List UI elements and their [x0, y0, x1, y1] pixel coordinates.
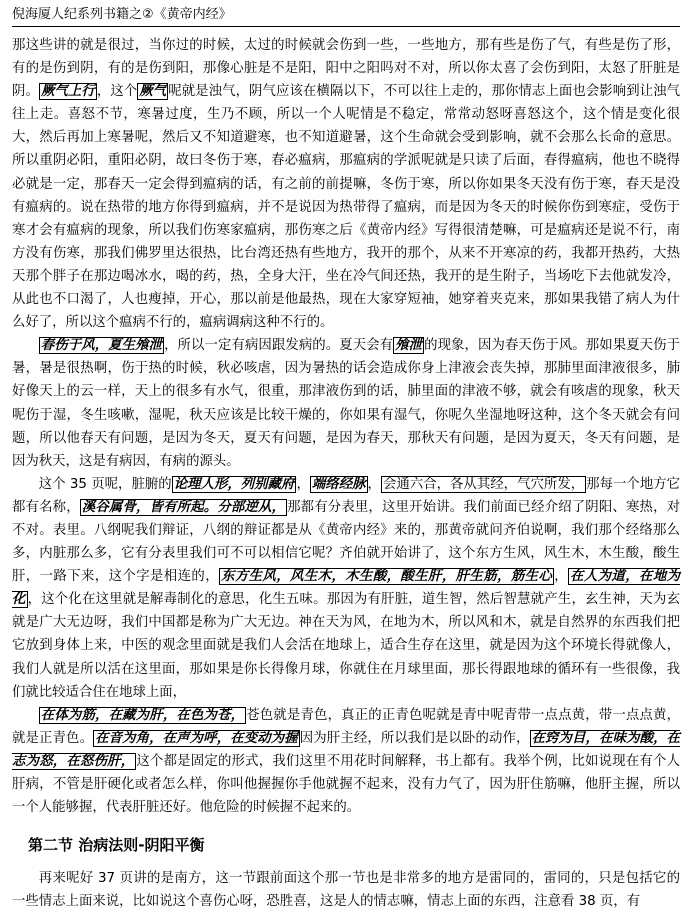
text-run: ，所以一定有病因跟发病的。夏天会有: [164, 338, 394, 354]
highlight-quote: 论理人形，列别藏府: [173, 476, 295, 492]
text-run: 这个 35 页呢，脏腑的: [38, 476, 172, 492]
highlight-quote: 厥气: [139, 84, 167, 100]
text-run: ，这个: [96, 84, 138, 100]
paragraph-2: [12, 334, 680, 473]
paragraph-4: [12, 704, 680, 819]
text-run: ，这个化在这里就是解毒制化的意思，化生五味。那因为有肝脏，道生智，然后智慧就产生，玄生神，天为玄就是广大无边呀，我们中国都是称为广大无边。神在天为风，在地为木，所以风和木，就是自然界的东西我们把它放到身体上来，中医的观念里面就是我们人会活在地球上，适合生存在这里，就是因为这个环境长得就像人，我们人就是所以活在这里面，那如果是你长得像月球，你就住在月球里面，那长得跟地球的循环有一些很像，我们就比较适合住在地球上面，: [12, 592, 681, 700]
highlight-quote: 在体为筋，在藏为肝，在色为苍，: [40, 707, 245, 723]
paragraph-1: [12, 34, 680, 334]
text-run: 呢就是浊气，阴气应该在横隔以下，不可以往上走的，那你情志上面也会影响到让浊气往上走。喜怒不节，寒暑过度，生乃不顾，所以一个人呢情是不稳定，常常动怒呀喜怒这个，这个情是变化很大，然后再加上寒暑呢，然后又不知道避寒，也不知道避暑，这个生命就会受到影响，就不会那么长命的意思。所以重阴必阳，重阳必阴，故曰冬伤于寒，春必瘟病，那瘟病的学派呢就是只读了后面，春得瘟病，他也不晓得必就是一定，那春天一定会得到瘟病的话，有之前的前提嘛，冬伤于寒，所以你如果冬天没有伤于寒，春天是没有瘟病的。说在热带的地方你得到瘟病，并不是说因为热带得了瘟病，而是因为冬天的时候你伤到寒症，受伤于寒才会有瘟病的现象，所以我们伤寒家瘟病，那伤寒之后《黄帝内经》写得很清楚嘛，可是瘟病还是说不行，南方没有伤寒，那我们佛罗里达很热，比台湾还热有些地方，我开的那个，从来不开寒凉的药，我都开热药，大热天那个胖子在那边喝冰水，喝的药，热，全身大汗，坐在冷气间还热，我开的是生附子，当场吃下去他就发冷，从此也不口渴了，人也瘦掉，开心，那以前是他最热，现在大家穿短袖，她穿着夹克来，那如果我错了病人为什么好了，所以这个瘟病不行的，瘟病调病这种不行的。: [12, 84, 681, 331]
paragraph-5: [12, 867, 680, 913]
header-title: 倪海厦人纪系列书籍之②《黄帝内经》: [12, 7, 232, 22]
highlight-quote: 在窍为目，在味为酸，在志为怒，在怒伤肝，: [12, 730, 681, 769]
document-body: [12, 34, 680, 913]
page-header: [12, 4, 680, 27]
highlight-quote: 在人为道，在地为化: [12, 569, 681, 608]
highlight-quote: 溪谷属骨，皆有所起。分部逆从，: [81, 499, 286, 515]
text-run: ，: [367, 476, 381, 492]
highlight-quote: 春伤于风，夏生飧泄: [40, 338, 163, 354]
highlight-quote: 东方生风，风生木，木生酸，酸生肝，肝生筋，筋生心: [221, 569, 553, 585]
text-run: 这个都是固定的形式，我们这里不用花时间解释，书上都有。我举个例，比如说现在有个人肝病，不管是肝硬化或者怎么样，你叫他握握你手他就握不起来，没有力气了，因为肝住筋嘛，他肝主握，所以一个人能够握，代表肝脏还好。他危险的时候握不起来的。: [12, 753, 681, 816]
highlight-quote: 端络经脉: [311, 476, 366, 492]
text-run: 再来呢好 37 页讲的是南方，这一节跟前面这个那一节也是非常多的地方是雷同的，雷同的，只是包括它的一些情志上面来说，比如说这个喜伤心呀，恐胜喜，这是人的情志嘛，情志上面的东西，注意看 38 页，有: [12, 871, 680, 910]
highlight-quote: 飧泄: [395, 338, 423, 354]
highlight-quote: 厥气上行: [40, 84, 95, 100]
text-run: 那这些讲的就是很过，当你过的时候，太过的时候就会伤到一些，一些地方，那有些是伤了气，有些是伤了形，有的是伤到阴，有的是伤到阳，那像心脏是不是阳，阳中之阳吗对不对，所以你太喜了会伤到阳，太怒了肝脏是阴。: [12, 38, 680, 100]
text-run: 那都有分表里，这里开始讲。我们前面已经介绍了阴阳、寒热，对不对。表里。八纲呢我们辩证，八纲的辩证都是从《黄帝内经》来的，那黄帝就问齐伯说啊，我们那个经络那么多，内脏那么多，它有分表里我们可不可以相信它呢？齐伯就开始讲了，这个东方生风，风生木，木生酸，酸生肝，一路下来，这个字是相连的，: [12, 499, 681, 585]
section-heading: 第二节 治病法则-阴阳平衡: [28, 836, 205, 855]
paragraph-3: [12, 473, 680, 704]
text-run: 苍色就是青色，真正的正青色呢就是青中呢青带一点点黄，带一点点黄，就是正青色。: [12, 707, 681, 746]
text-run: ，: [554, 569, 569, 585]
text-run: 的现象，因为春天伤于风。那如果夏天伤于暑，暑是很热啊，伤于热的时候，秋必咳虐，因为暑热的话会造成你身上津液会丧失掉，那肺里面津液很多，肺好像天上的云一样，天上的很多有水气，很重，那津液伤到的话，肺里面的津液不够，就会有咳虐的现象，秋天呢伤于湿，冬生咳嗽，湿呢，秋天应该是比较干燥的，你如果有湿气，你呢久坐湿地呀这种，这个冬天就会有问题，所以他春天有问题，是因为冬天，夏天有问题，是因为春天，那秋天有问题，是因为夏天，冬天有问题，是因为秋天，这是有病因，有病的源头。: [12, 338, 681, 469]
text-run: 因为肝主经，所以我们是以卧的动作，: [299, 730, 530, 746]
highlight-quote: 会通六合，各从其经，气穴所发，: [382, 476, 585, 492]
highlight-quote: 在音为角，在声为呼，在变动为握: [95, 730, 298, 746]
text-run: 那每一个地方它都有名称，: [12, 476, 681, 515]
text-run: ，: [296, 476, 310, 492]
